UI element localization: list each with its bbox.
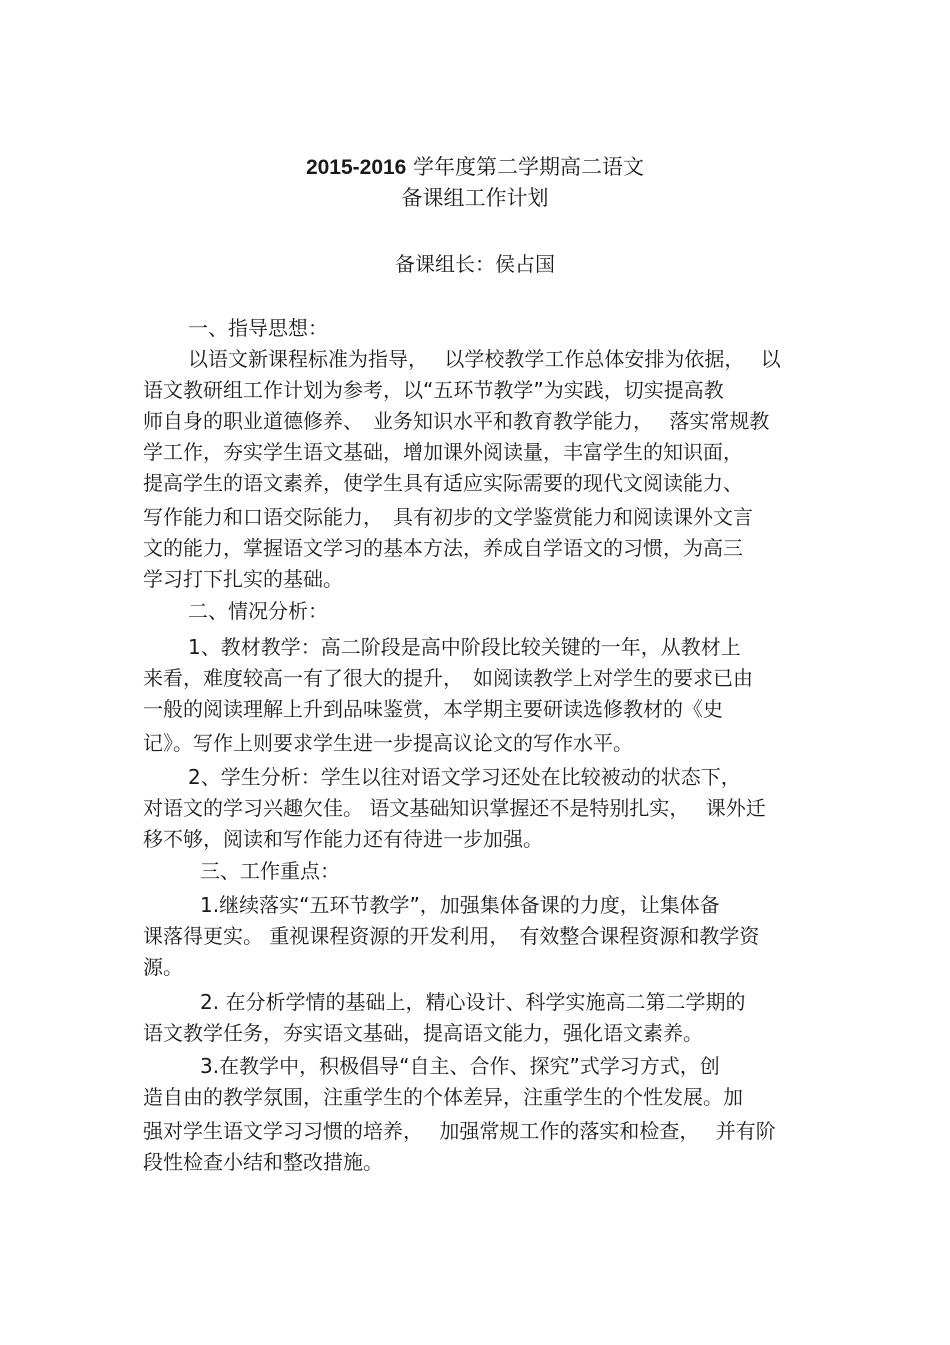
- body-text-line: 造自由的教学氛围，注重学生的个体差异，注重学生的个性发展。加: [143, 1085, 743, 1109]
- body-text-line: 师自身的职业道德修养、 业务知识水平和教育教学能力， 落实常规教: [143, 409, 770, 433]
- body-text-line: 记》。写作上则要求学生进一步提高议论文的写作水平。: [143, 731, 633, 755]
- body-text-line: 1.继续落实“五环节教学”，加强集体备课的力度，让集体备: [200, 893, 720, 917]
- body-text-line: 三、工作重点：: [200, 859, 340, 883]
- body-text-line: 以语文新课程标准为指导， 以学校教学工作总体安排为依据， 以: [188, 347, 781, 371]
- body-text-line: 1、教材教学：高二阶段是高中阶段比较关键的一年，从教材上: [188, 635, 741, 659]
- body-text-line: 提高学生的语文素养，使学生具有适应实际需要的现代文阅读能力、: [143, 471, 743, 495]
- body-text-line: 语文教研组工作计划为参考，以“五环节教学”为实践，切实提高教: [143, 378, 724, 402]
- group-leader: 备课组长：侯占国: [395, 252, 555, 276]
- body-text-line: 语文教学任务，夯实语文基础，提高语文能力，强化语文素养。: [143, 1021, 703, 1045]
- body-text-line: 对语文的学习兴趣欠佳。 语文基础知识掌握还不是特别扎实， 课外迁: [143, 796, 766, 820]
- document-subtitle: 备课组工作计划: [401, 186, 549, 210]
- body-text-line: 一般的阅读理解上升到品味鉴赏，本学期主要研读选修教材的《史: [143, 697, 723, 721]
- body-text-line: 3.在教学中，积极倡导“自主、合作、探究”式学习方式，创: [200, 1054, 720, 1078]
- body-text-line: 二、情况分析：: [188, 599, 328, 623]
- document-title: [0, 152, 950, 183]
- body-text-line: 一、指导思想：: [188, 316, 328, 340]
- body-text-line: 来看，难度较高一有了很大的提升， 如阅读教学上对学生的要求已由: [143, 666, 753, 690]
- title-text: 学年度第二学期高二语文: [406, 155, 645, 179]
- body-text-line: 学工作，夯实学生语文基础，增加课外阅读量，丰富学生的知识面，: [143, 440, 743, 464]
- title-year: 2015-2016: [305, 156, 407, 179]
- body-text-line: 写作能力和口语交际能力， 具有初步的文学鉴赏能力和阅读课外文言: [143, 505, 753, 529]
- body-text-line: 2. 在分析学情的基础上，精心设计、科学实施高二第二学期的: [200, 990, 746, 1014]
- body-text-line: 移不够，阅读和写作能力还有待进一步加强。: [143, 827, 543, 851]
- body-text-line: 课落得更实。 重视课程资源的开发利用， 有效整合课程资源和教学资: [143, 924, 760, 948]
- body-text-line: 2、学生分析：学生以往对语文学习还处在比较被动的状态下，: [188, 765, 741, 789]
- body-text-line: 文的能力，掌握语文学习的基本方法，养成自学语文的习惯，为高三: [143, 536, 743, 560]
- body-text-line: 学习打下扎实的基础。: [143, 567, 343, 591]
- body-text-line: 段性检查小结和整改措施。: [143, 1150, 383, 1174]
- body-text-line: 源。: [143, 955, 183, 979]
- body-text-line: 强对学生语文学习习惯的培养， 加强常规工作的落实和检查， 并有阶: [143, 1119, 776, 1143]
